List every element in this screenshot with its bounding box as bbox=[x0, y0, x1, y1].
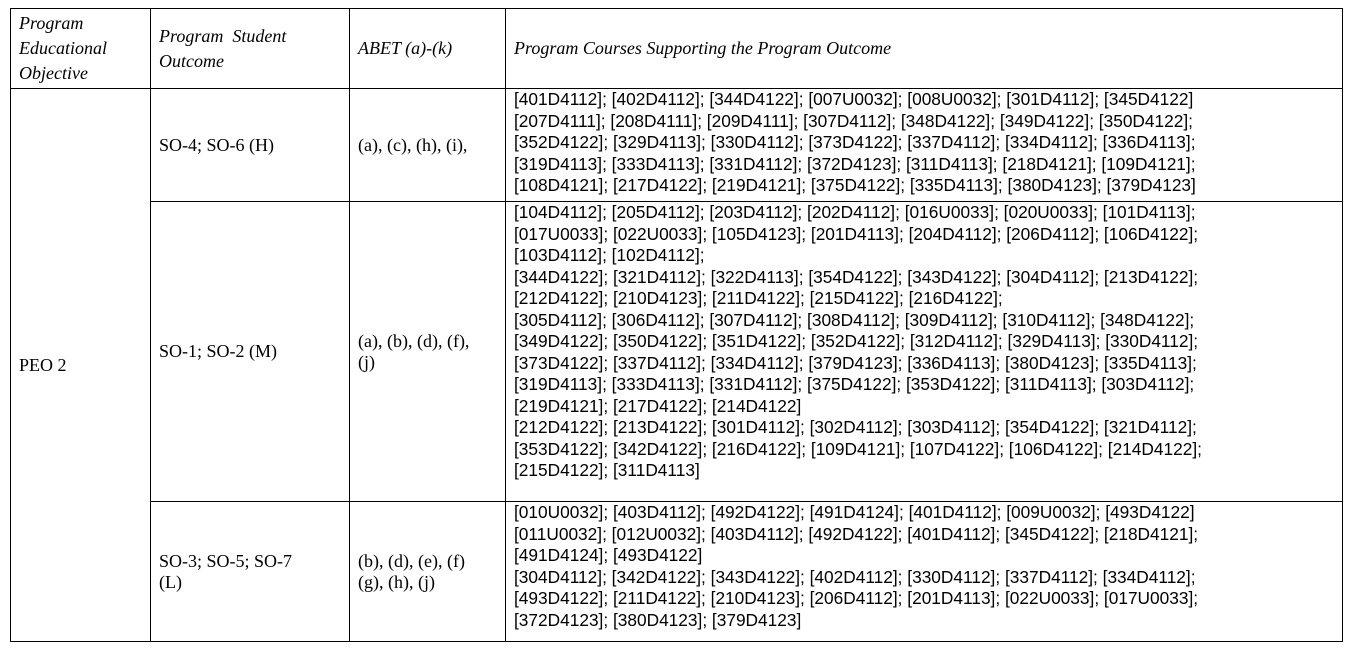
header-courses-label: Program Courses Supporting the Program Outcome bbox=[514, 38, 892, 58]
header-peo-line-1: Program bbox=[19, 13, 84, 33]
course-line: [305D4112]; [306D4112]; [307D4112]; [308D4112]; [309D4112]; [310D4112]; [348D4122]; bbox=[514, 309, 1195, 330]
abet-label: (a), (c), (h), (i), bbox=[358, 134, 468, 155]
outcome-cell bbox=[151, 89, 350, 202]
header-abet-label: ABET (a)-(k) bbox=[358, 38, 453, 58]
course-line: [319D4113]; [333D4113]; [331D4112]; [375D4122]; [353D4122]; [311D4113]; [303D4112]; bbox=[514, 374, 1195, 394]
outcome-label: SO-4; SO-6 (H) bbox=[159, 134, 274, 155]
header-so-line-1: Program Student bbox=[159, 25, 287, 46]
course-line: [108D4121]; [217D4122]; [219D4121]; [375D4122]; [335D4113]; [380D4123]; [379D4123] bbox=[514, 175, 1196, 195]
course-line: [304D4112]; [342D4122]; [343D4122]; [402D4112]; [330D4112]; [337D4112]; [334D4112]; bbox=[514, 566, 1196, 587]
course-line: [103D4112]; [102D4112]; bbox=[514, 245, 705, 265]
table-row bbox=[11, 202, 1343, 502]
header-so-line-2: Outcome bbox=[159, 50, 224, 71]
abet-cell bbox=[350, 202, 506, 502]
outcome-cell bbox=[151, 202, 350, 502]
outcome-label: SO-1; SO-2 (M) bbox=[159, 341, 278, 361]
header-peo-line-3: Objective bbox=[19, 63, 88, 83]
course-line: [493D4122]; [211D4122]; [210D4123]; [206D4112]; [201D4113]; [022U0033]; [017U0033]; bbox=[514, 588, 1199, 608]
course-line: [219D4121]; [217D4122]; [214D4122] bbox=[514, 395, 802, 416]
abet-label-line-1: (a), (b), (d), (f), bbox=[358, 330, 470, 351]
course-line: [352D4122]; [329D4113]; [330D4112]; [373D4122]; [337D4112]; [334D4112]; [336D4113]; bbox=[514, 132, 1196, 152]
outcome-label-line-1: SO-3; SO-5; SO-7 bbox=[159, 550, 293, 571]
peo-label: PEO 2 bbox=[19, 354, 67, 375]
course-line: [353D4122]; [342D4122]; [216D4122]; [109D4121]; [107D4122]; [106D4122]; [214D4122]; bbox=[514, 438, 1202, 459]
courses-cell bbox=[506, 502, 1343, 642]
header-abet bbox=[350, 9, 506, 89]
course-line: [212D4122]; [213D4122]; [301D4112]; [302D4112]; [303D4112]; [354D4122]; [321D4112]; bbox=[514, 417, 1197, 437]
course-line: [491D4124]; [493D4122] bbox=[514, 545, 703, 565]
table-row bbox=[11, 502, 1343, 642]
abet-label-line-1: (b), (d), (e), (f) bbox=[358, 550, 465, 571]
course-line: [349D4122]; [350D4122]; [351D4122]; [352D4122]; [312D4112]; [329D4113]; [330D4112]; bbox=[514, 331, 1199, 351]
header-courses bbox=[506, 9, 1343, 89]
course-line: [017U0033]; [022U0033]; [105D4123]; [201D4113]; [204D4112]; [206D4112]; [106D4122]; bbox=[514, 223, 1199, 244]
abet-label-line-2: (j) bbox=[358, 351, 375, 372]
course-line: [104D4112]; [205D4112]; [203D4112]; [202D4112]; [016U0033]; [020U0033]; [101D4113]; bbox=[514, 202, 1196, 222]
table-row bbox=[11, 89, 1343, 202]
course-line: [215D4122]; [311D4113] bbox=[514, 460, 700, 480]
course-line: [212D4122]; [210D4123]; [211D4122]; [215D4122]; [216D4122]; bbox=[514, 288, 1003, 308]
peo-cell bbox=[11, 89, 151, 642]
course-line: [344D4122]; [321D4112]; [322D4113]; [354D4122]; [343D4122]; [304D4112]; [213D4122]; bbox=[514, 266, 1199, 287]
header-row bbox=[11, 9, 1343, 89]
outcome-label-line-2: (L) bbox=[159, 571, 182, 592]
header-student-outcome bbox=[151, 9, 350, 89]
abet-label-line-2: (g), (h), (j) bbox=[358, 571, 435, 592]
courses-cell bbox=[506, 202, 1343, 502]
course-line: [011U0032]; [012U0032]; [403D4112]; [492D4122]; [401D4112]; [345D4122]; [218D4121]; bbox=[514, 523, 1199, 544]
abet-cell bbox=[350, 89, 506, 202]
course-line: [010U0032]; [403D4112]; [492D4122]; [491D4124]; [401D4112]; [009U0032]; [493D4122] bbox=[514, 502, 1195, 522]
peo-mapping-table bbox=[10, 8, 1343, 642]
course-line: [401D4112]; [402D4112]; [344D4122]; [007U0032]; [008U0032]; [301D4112]; [345D4122] bbox=[514, 89, 1194, 109]
course-line: [319D4113]; [333D4113]; [331D4112]; [372D4123]; [311D4113]; [218D4121]; [109D4121]; bbox=[514, 153, 1196, 174]
header-peo-line-2: Educational bbox=[19, 38, 107, 58]
course-line: [207D4111]; [208D4111]; [209D4111]; [307D4112]; [348D4122]; [349D4122]; [350D4122]; bbox=[514, 110, 1193, 131]
courses-cell bbox=[506, 89, 1343, 202]
course-line: [373D4122]; [337D4112]; [334D4112]; [379D4123]; [336D4113]; [380D4123]; [335D4113]; bbox=[514, 352, 1197, 373]
outcome-cell bbox=[151, 502, 350, 642]
header-peo bbox=[11, 9, 151, 89]
abet-cell bbox=[350, 502, 506, 642]
course-line: [372D4123]; [380D4123]; [379D4123] bbox=[514, 609, 802, 630]
